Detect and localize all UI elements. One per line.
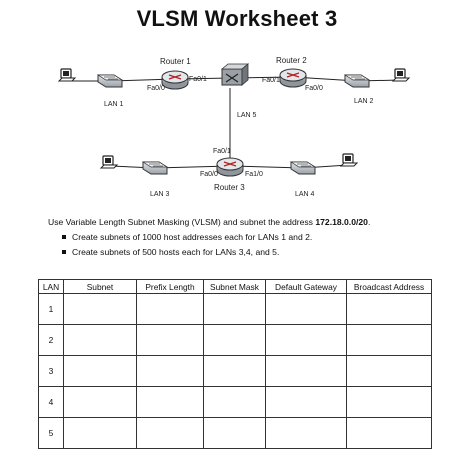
r3-fa10-label: Fa1/0 [245,171,263,178]
lan-number-cell: 4 [39,387,64,418]
header-default-gateway: Default Gateway [266,280,347,294]
subnet-mask-cell[interactable] [204,387,266,418]
instructions-list [62,232,312,262]
table-row [39,294,432,325]
table-row [39,356,432,387]
router-1-icon [162,71,188,89]
header-lan: LAN [39,280,64,294]
default-gateway-cell[interactable] [266,325,347,356]
router-2-icon [280,69,306,87]
table-row [39,418,432,449]
default-gateway-cell[interactable] [266,387,347,418]
prefix-length-cell[interactable] [137,325,204,356]
lan-5-label: LAN 5 [237,112,257,119]
instruction-bullet: Create subnets of 1000 host addresses each for LANs 1 and 2. [62,232,312,242]
subnet-cell[interactable] [64,356,137,387]
table-header-row [39,280,432,294]
broadcast-address-cell[interactable] [347,325,432,356]
network-topology-diagram [0,44,474,204]
subnet-cell[interactable] [64,387,137,418]
vlsm-table [38,279,432,449]
prefix-length-cell[interactable] [137,418,204,449]
header-broadcast-address: Broadcast Address [347,280,432,294]
broadcast-address-cell[interactable] [347,356,432,387]
default-gateway-cell[interactable] [266,356,347,387]
pc-lan4-icon [341,154,357,166]
r2-fa01-label: Fa0/1 [262,77,280,84]
broadcast-address-cell[interactable] [347,294,432,325]
subnet-cell[interactable] [64,325,137,356]
header-prefix-length: Prefix Length [137,280,204,294]
subnet-mask-cell[interactable] [204,418,266,449]
router-2-label: Router 2 [276,56,307,65]
switch-lan4-icon [291,162,315,174]
instruction-bullet: Create subnets of 500 hosts each for LANs 3,4, and 5. [62,247,312,257]
switch-lan5-icon [222,64,248,85]
switch-lan2-icon [345,75,369,87]
router-3-label: Router 3 [214,183,245,192]
subnet-mask-cell[interactable] [204,294,266,325]
lan-number-cell: 3 [39,356,64,387]
intro-text: Use Variable Length Subnet Masking (VLSM) and subnet the address [48,217,316,227]
lan-number-cell: 5 [39,418,64,449]
instructions-intro [48,217,370,227]
lan-4-label: LAN 4 [295,191,315,198]
router-1-label: Router 1 [160,57,191,66]
r2-fa00-label: Fa0/0 [305,85,323,92]
lan-2-label: LAN 2 [354,98,374,105]
subnet-cell[interactable] [64,294,137,325]
subnet-mask-cell[interactable] [204,325,266,356]
r3-fa01-label: Fa0/1 [213,148,231,155]
network-address: 172.18.0.0/20 [315,217,368,227]
subnet-cell[interactable] [64,418,137,449]
pc-lan2-icon [393,69,409,81]
subnet-mask-cell[interactable] [204,356,266,387]
intro-suffix: . [367,217,371,227]
broadcast-address-cell[interactable] [347,387,432,418]
prefix-length-cell[interactable] [137,294,204,325]
lan-number-cell: 2 [39,325,64,356]
router-3-icon [217,158,243,176]
lan-3-label: LAN 3 [150,191,170,198]
prefix-length-cell[interactable] [137,356,204,387]
prefix-length-cell[interactable] [137,387,204,418]
pc-lan3-icon [101,156,117,168]
default-gateway-cell[interactable] [266,418,347,449]
table-row [39,325,432,356]
header-subnet: Subnet [64,280,137,294]
switch-lan1-icon [98,75,122,87]
pc-lan1-icon [59,69,75,81]
lan-number-cell: 1 [39,294,64,325]
r1-fa01-label: Fa0/1 [189,76,207,83]
lan-1-label: LAN 1 [104,101,124,108]
page-title: VLSM Worksheet 3 [136,6,338,31]
r3-fa00-label: Fa0/0 [200,171,218,178]
default-gateway-cell[interactable] [266,294,347,325]
header-subnet-mask: Subnet Mask [204,280,266,294]
r1-fa00-label: Fa0/0 [147,85,165,92]
table-row [39,387,432,418]
switch-lan3-icon [143,162,167,174]
broadcast-address-cell[interactable] [347,418,432,449]
